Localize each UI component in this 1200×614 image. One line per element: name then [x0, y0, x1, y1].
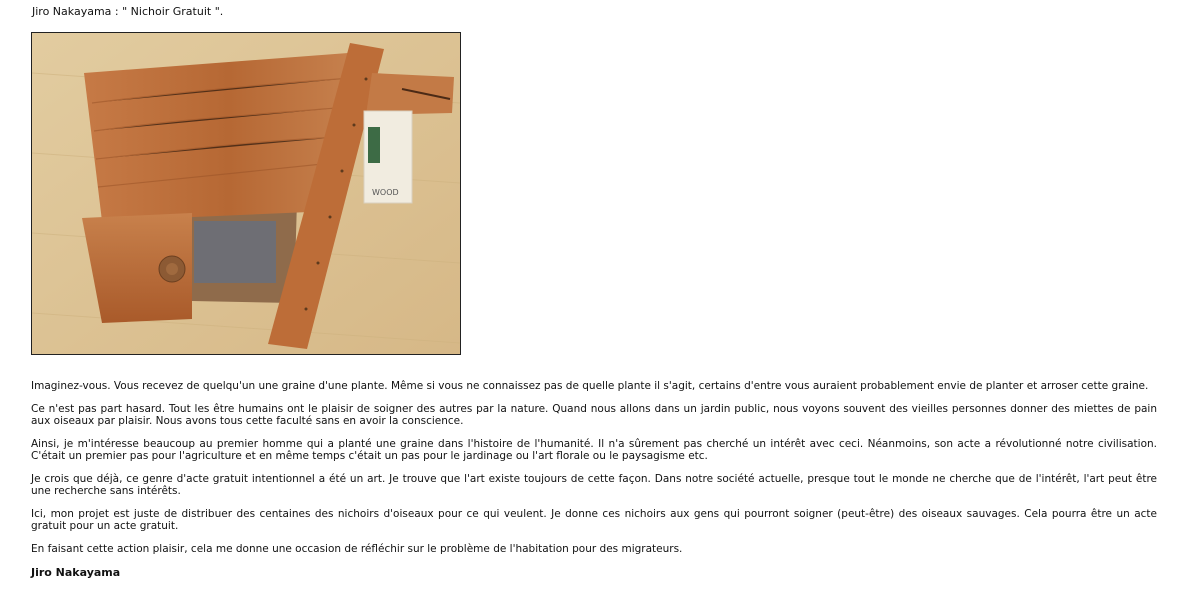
tag-text: WOOD	[372, 188, 399, 197]
article-paragraph: Ainsi, je m'intéresse beaucoup au premier homme qui a planté une graine dans l'histoire de l'humanité. Il n'a sûrement pas cherché un intérêt avec ceci. Néanmoins, son acte a révolutionné notre civilisation. C'était un premier pas pour l'agriculture et en même temps c'était un pas pour le jardinage ou l'art florale ou le paysagisme etc.	[31, 438, 1157, 462]
page-title: Jiro Nakayama : " Nichoir Gratuit ".	[32, 5, 224, 18]
article-body	[31, 380, 1157, 580]
article-paragraph: Je crois que déjà, ce genre d'acte gratuit intentionnel a été un art. Je trouve que l'art existe toujours de cette façon. Dans notre société actuelle, presque tout le monde ne cherche que de l'intérêt, l'art peut être une recherche sans intérêts.	[31, 473, 1157, 497]
article-paragraph: Imaginez-vous. Vous recevez de quelqu'un une graine d'une plante. Même si vous ne connaissez pas de quelle plante il s'agit, certains d'entre vous auraient probablement envie de planter et arroser cette graine.	[31, 380, 1149, 392]
article-paragraph: En faisant cette action plaisir, cela me donne une occasion de réfléchir sur le problème de l'habitation pour des migrateurs.	[31, 543, 683, 555]
birdhouse-photo	[31, 32, 461, 355]
article-paragraph: Ce n'est pas part hasard. Tout les être humains ont le plaisir de soigner des autres par la nature. Quand nous allons dans un jardin public, nous voyons souvent des vieilles personnes donner des miettes de pain aux oiseaux par plaisir. Nous avons tous cette faculté sans en avoir la conscience.	[31, 403, 1157, 427]
article-paragraph: Ici, mon projet est juste de distribuer des centaines des nichoirs d'oiseaux pour ce qui veulent. Je donne ces nichoirs aux gens qui pourront soigner (peut-être) des oiseaux sauvages. Cela pourra être un acte gratuit pour un acte gratuit.	[31, 508, 1157, 532]
birdhouse-image	[32, 33, 460, 354]
author-signature: Jiro Nakayama	[31, 566, 121, 579]
